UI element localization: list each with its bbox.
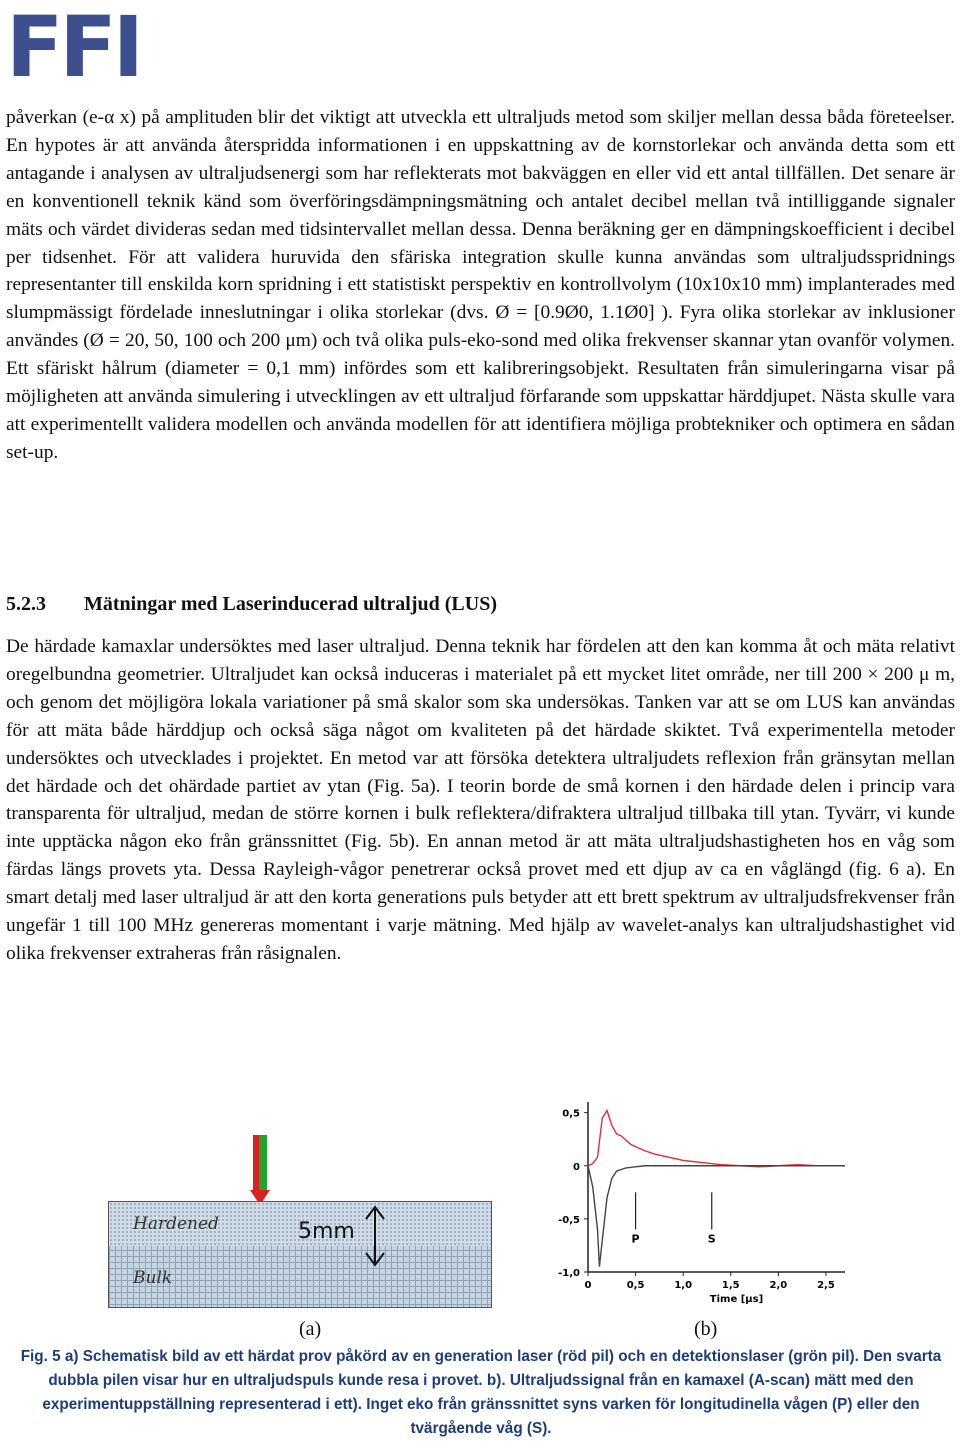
hardened-label: Hardened <box>133 1214 219 1234</box>
figure-caption-text: a) Schematisk bild av ett härdat prov påkörd av en generation laser (röd pil) och en detektionslaser (grön pil). Den svarta dubbla pilen visar hur en ultraljudspuls kunde resa i provet. b). Ultraljudssignal från en kamaxel (A-scan) mätt med den experimentuppställning representerad i ett). Inget eko från gränssnittet syns varken för longitudinella vågen (P) eller den tvärgående våg (S). <box>42 1348 942 1437</box>
laser-arrows <box>108 1135 492 1205</box>
figure-b-chart <box>550 1092 855 1317</box>
y-tick-label: 0,5 <box>562 1108 580 1120</box>
y-tick-label: -1,0 <box>558 1268 580 1279</box>
x-tick-label: 0 <box>584 1280 592 1291</box>
x-tick-label: 1,5 <box>721 1280 740 1291</box>
figure-caption <box>6 1345 956 1441</box>
x-tick-label: 0,5 <box>626 1280 645 1291</box>
bulk-label: Bulk <box>133 1268 173 1288</box>
body-paragraph-1: påverkan (e-α x) på amplituden blir det viktigt att utveckla ett ultraljuds metod som skiljer mellan dessa båda företeelser. En hypotes är att använda återspridda informationen i en uppskattning av de kornstorlekar och använda detta som ett antagande i analysen av ultraljudsenergi som har reflekterats mot bakväggen en eller vid ett antal tillfällen. Det senare är en konventionell teknik känd som överföringsdämpningsmätning och antalet decibel mellan två intilliggande signaler mäts och värdet divideras sedan med tidsintervallet mellan dessa. Denna beräkning ger en dämpningskoefficient i decibel per tidsenhet. För att validera huruvida den sfäriska integration skulle kunna användas som ultraljudsspridnings representanter till enskilda korn spridning i ett statistiskt perspektiv en kontrollvolym (10x10x10 mm) implanterades med slumpmässigt fördelade inneslutningar i olika storlekar (dvs. Ø = [0.9Ø0, 1.1Ø0] ). Fyra olika storlekar av inklusioner användes (Ø = 20, 50, 100 och 200 μm) och två olika puls-eko-sond med olika frekvenser skannar ytan ovanför volymen. Ett sfäriskt hålrum (diameter = 0,1 mm) infördes som ett kalibreringsobjekt. Resultaten från simuleringarna visar på möjligheten att använda simulering i utvecklingen av ett ultraljud förfarande som uppskattar härddjupet. Nästa skulle vara att experimentellt validera modellen och använda modellen för att identifiera möjliga probtekniker och optimera en sådan set-up. <box>6 107 955 463</box>
marker-label-P: P <box>631 1232 640 1246</box>
subfigure-a-label: (a) <box>299 1318 322 1340</box>
section-heading <box>6 593 497 616</box>
body-paragraph-2: De härdade kamaxlar undersöktes med laser ultraljud. Denna teknik har fördelen att den kan komma åt och mäta relativt oregelbundna geometrier. Ultraljudet kan också induceras i materialet på ett mycket litet område, ner till 200 × 200 μ m, och genom det möjligöra lokala variationer på små skalor som ska undersökas. Tanken var att se om LUS kan användas för att mäta både härddjup och också säga något om kvaliteten på det härdade skiktet. Två experimentella metoder undersöktes och utvecklades i projektet. En metod var att försöka detektera ultraljudets reflexion från gränsytan mellan det härdade och det ohärdade partiet av ytan (Fig. 5a). I teorin borde de små kornen i den härdade delen i princip vara transparenta för ultraljud, medan de större kornen i bulk reflektera/difraktera ultraljud tillbaka till ytan. Tyvärr, vi kunde inte upptäcka någon eko från gränssnittet (Fig. 5b). En annan metod är att mäta ultraljudshastigheten hos en våg som färdas längs provets yta. Dessa Rayleigh-vågor penetrerar också provet med ett djup av ca en våglängd (fig. 6 a). En smart detalj med laser ultraljud är att den korta generations puls betyder att ett brett spektrum av ultraljudsfrekvenser från ungefär 1 till 100 MHz genereras momentant i varje mätning. Med hjälp av wavelet-analys kan ultraljudshastighet vid olika frekvenser extraheras från råsignalen. <box>6 636 955 964</box>
y-tick-label: 0 <box>573 1161 580 1173</box>
figure-a-schematic <box>108 1135 492 1310</box>
depth-dimension-label: 5mm <box>298 1219 355 1244</box>
signal-line-1 <box>588 1166 845 1267</box>
logo-text: FFI <box>6 0 141 96</box>
y-tick-label: -0,5 <box>558 1214 580 1226</box>
x-tick-label: 2,0 <box>769 1280 788 1291</box>
marker-label-S: S <box>707 1232 716 1246</box>
subfigure-b-label: (b) <box>694 1318 718 1340</box>
ffi-logo <box>6 0 141 96</box>
section-number: 5.2.3 <box>6 593 46 615</box>
section-title: Mätningar med Laserinducerad ultraljud (LUS) <box>84 593 497 615</box>
figure-number: Fig. 5 <box>20 1348 61 1365</box>
a-scan-chart <box>550 1092 855 1317</box>
signal-line-0 <box>588 1111 845 1167</box>
x-tick-label: 2,5 <box>817 1280 835 1291</box>
x-tick-label: 1,0 <box>674 1280 693 1291</box>
sample-block <box>108 1201 492 1308</box>
x-axis-label: Time [μs] <box>709 1294 764 1305</box>
double-arrow-icon <box>360 1203 390 1273</box>
